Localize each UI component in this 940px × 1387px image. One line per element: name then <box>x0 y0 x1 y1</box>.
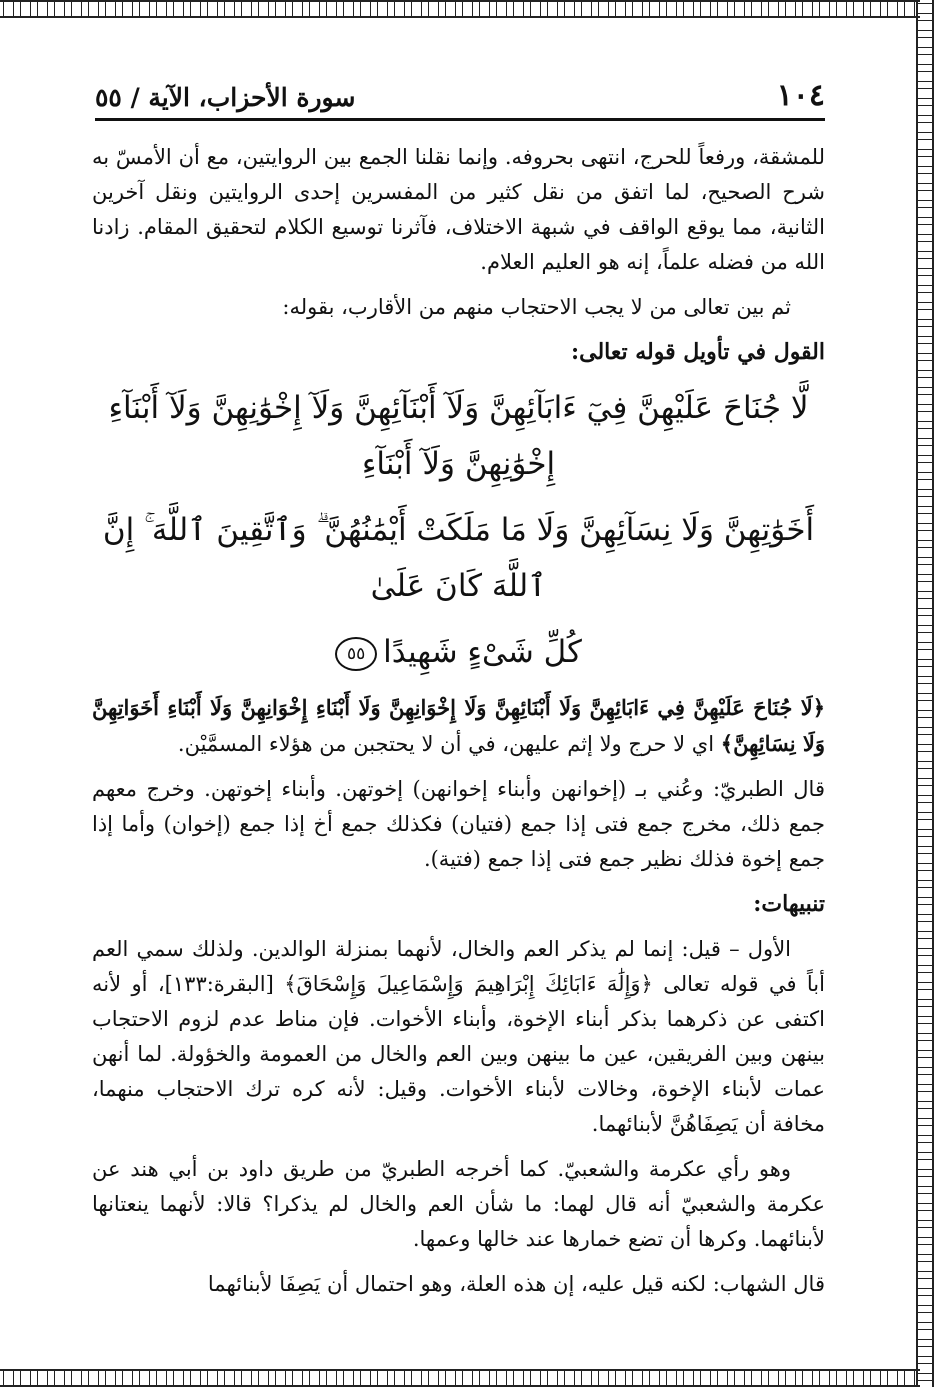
ornamental-border-bottom <box>0 1369 920 1387</box>
paragraph-4: قال الطبريّ: وعُني بـ (إخوانهن وأبناء إخوانهن) إخوتهن. وأبناء إخوتهن. وخرج معهم جمع ذلك، مخرج جمع فتى إذا جمع (فتيان) فكذلك جمع أخ إذا جمع (إخوان) وأما إذا جمع إخوة فذلك نظير جمع فتى إذا جمع (فتية). <box>92 777 825 871</box>
page-number: ١٠٤ <box>776 78 825 113</box>
quran-line-1: لَّا جُنَاحَ عَلَيْهِنَّ فِيٓ ءَابَآئِهِنَّ وَلَآ أَبْنَآئِهِنَّ وَلَآ إِخْوَٰنِهِنَّ وَلَآ أَبْنَآءِ إِخْوَٰنِهِنَّ وَلَآ أَبْنَآءِ <box>108 390 809 482</box>
quran-line-3-text: كُلِّ شَىْءٍ شَهِيدًا <box>383 634 582 670</box>
page-header <box>95 78 825 121</box>
paragraph-5: الأول – قيل: إنما لم يذكر العم والخال، لأنهما بمنزلة الوالدين. ولذلك سمي العم أباً في قوله تعالى ﴿وَإِلَٰهَ ءَابَائِكَ إِبْرَاهِيمَ وَإِسْمَاعِيلَ وَإِسْحَاقَ﴾ [البقرة:١٣٣]، أو لأنه اكتفى عن ذكرهما بذكر أبناء الإخوة، وأبناء الأخوات. فإن مناط عدم لزوم الاحتجاب بينهن وبين الفريقين، عين ما بينهن وبين العم والخال من العمومة والخؤولة. لما أنهن عمات لأبناء الإخوة، وخالات لأبناء الأخوات. وقيل: لأنه كره ترك الاحتجاب منهما، مخافة أن يَصِفَاهُنَّ لأبنائهما. <box>92 937 825 1136</box>
page-body <box>92 140 825 1312</box>
quran-line-2: أَخَوَٰتِهِنَّ وَلَا نِسَآئِهِنَّ وَلَا مَا مَلَكَتْ أَيْمَٰنُهُنَّ ۗ وَٱتَّقِينَ ٱللَّهَ ۚ إِنَّ ٱللَّهَ كَانَ عَلَىٰ <box>102 512 815 604</box>
section-heading-tafsir: القول في تأويل قوله تعالى: <box>571 339 825 365</box>
quran-line-3 <box>92 624 825 680</box>
ornamental-border-right <box>916 0 934 1387</box>
paragraph-6: وهو رأي عكرمة والشعبيّ. كما أخرجه الطبريّ من طريق داود بن أبي هند عن عكرمة والشعبيّ أنه قال لهما: ما شأن العم والخال لم يذكرا؟ قالا: لأنهما ينعتانها لأبنائهما. وكرها أن تضع خمارها عند خالها وعمها. <box>92 1157 825 1251</box>
running-title: سورة الأحزاب، الآية / ٥٥ <box>95 83 356 112</box>
paragraph-3 <box>92 690 825 762</box>
paragraph-3-text: اي لا حرج ولا إثم عليهن، في أن لا يحتجبن من هؤلاء المسمَّيْن. <box>177 732 721 756</box>
quran-verse-block <box>92 380 825 680</box>
paragraph-2: ثم بين تعالى من لا يجب الاحتجاب منهم من الأقارب، بقوله: <box>282 295 791 319</box>
paragraph-1: للمشقة، ورفعاً للحرج، انتهى بحروفه. وإنما نقلنا الجمع بين الروايتين، مع أن الأمسّ به شرح الصحيح، لما اتفق من نقل كثير من المفسرين إحدى الروايتين ونقل آخرين الثانية، مما يوقع الواقف في شبهة الاختلاف، فآثرنا توسيع الكلام لتحقيق المقام. زادنا الله من فضله علماً، إنه هو العليم العلام. <box>92 145 825 274</box>
quoted-verse: ﴿لَا جُنَاحَ عَلَيْهِنَّ فِي ءَابَائِهِنَّ وَلَا أَبْنَائِهِنَّ وَلَا إِخْوَانِهِنَّ وَلَا أَبْنَاءِ إِخْوَانِهِنَّ وَلَا أَبْنَاءِ أَخَوَاتِهِنَّ وَلَا نِسَائِهِنَّ﴾ <box>92 695 825 756</box>
section-heading-notes: تنبيهات: <box>753 891 825 917</box>
paragraph-7: قال الشهاب: لكنه قيل عليه، إن هذه العلة، وهو احتمال أن يَصِفَا لأبنائهما <box>207 1272 825 1296</box>
ornamental-border-top <box>0 0 920 18</box>
ayah-number-marker: ٥٥ <box>335 637 377 671</box>
